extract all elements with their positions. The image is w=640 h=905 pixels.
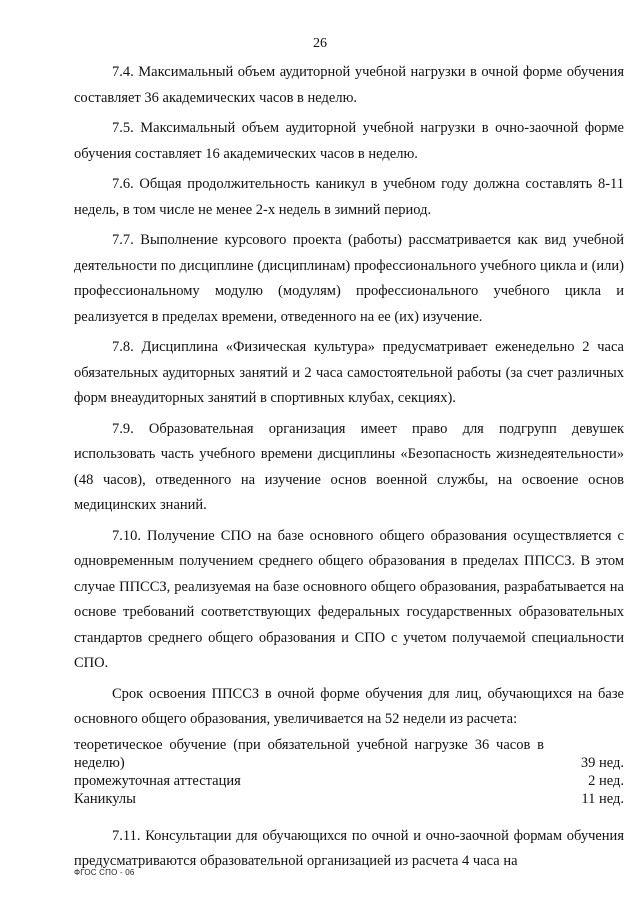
schedule-label: Каникулы bbox=[74, 790, 136, 807]
document-body bbox=[74, 60, 624, 880]
schedule-row-theory bbox=[74, 736, 624, 772]
schedule-value: 11 нед. bbox=[581, 790, 624, 807]
paragraph-7-11: 7.11. Консультации для обучающихся по очной и очно-заочной формам обучения предусматриваются образовательной организацией из расчета 4 часа на bbox=[74, 827, 624, 869]
schedule-value: 2 нед. bbox=[588, 772, 624, 789]
paragraph-7-6: 7.6. Общая продолжительность каникул в учебном году должна составлять 8-11 недель, в том числе не менее 2-х недель в зимний период. bbox=[74, 176, 624, 218]
paragraph-7-9: 7.9. Образовательная организация имеет право для подгрупп девушек использовать часть учебного времени дисциплины «Безопасность жизнедеятельности» (48 часов), отведенного на изучение основ военной службы, на освоение основ медицинских знаний. bbox=[74, 420, 624, 513]
schedule-label: промежуточная аттестация bbox=[74, 772, 241, 789]
schedule-row-attestation bbox=[74, 772, 624, 790]
paragraph-7-10: 7.10. Получение СПО на базе основного общего образования осуществляется с одновременным получением среднего общего образования в пределах ППССЗ. В этом случае ППССЗ, реализуемая на базе основного общего образования, разрабатывается на основе требований соответствующих федеральных государственных образовательных стандартов среднего общего образования и СПО с учетом получаемой специальности СПО. bbox=[74, 527, 624, 671]
schedule-label: теоретическое обучение (при обязательной учебной нагрузке 36 часов в неделю) bbox=[74, 736, 544, 771]
paragraph-duration: Срок освоения ППССЗ в очной форме обучения для лиц, обучающихся на базе основного общего образования, увеличивается на 52 недели из расчета: bbox=[74, 685, 624, 727]
paragraph-7-4: 7.4. Максимальный объем аудиторной учебной нагрузки в очной форме обучения составляет 36 академических часов в неделю. bbox=[74, 64, 624, 106]
paragraph-7-8: 7.8. Дисциплина «Физическая культура» предусматривает еженедельно 2 часа обязательных аудиторных занятий и 2 часа самостоятельной работы (за счет различных форм внеаудиторных занятий в спортивных клубах, секциях). bbox=[74, 339, 624, 406]
paragraph-7-5: 7.5. Максимальный объем аудиторной учебной нагрузки в очно-заочной форме обучения составляет 16 академических часов в неделю. bbox=[74, 120, 624, 162]
paragraph-7-7: 7.7. Выполнение курсового проекта (работы) рассматривается как вид учебной деятельности по дисциплине (дисциплинам) профессионального учебного цикла и (или) профессиональному модулю (модулям) профессионального учебного цикла и реализуется в пределах времени, отведенного на ее (их) изучение. bbox=[74, 232, 624, 325]
schedule-value: 39 нед. bbox=[580, 754, 624, 771]
schedule-row-holidays bbox=[74, 790, 624, 808]
page-number: 26 bbox=[313, 36, 327, 51]
footer-label: ФГОС СПО - 06 bbox=[74, 868, 135, 877]
schedule-table bbox=[74, 736, 624, 808]
